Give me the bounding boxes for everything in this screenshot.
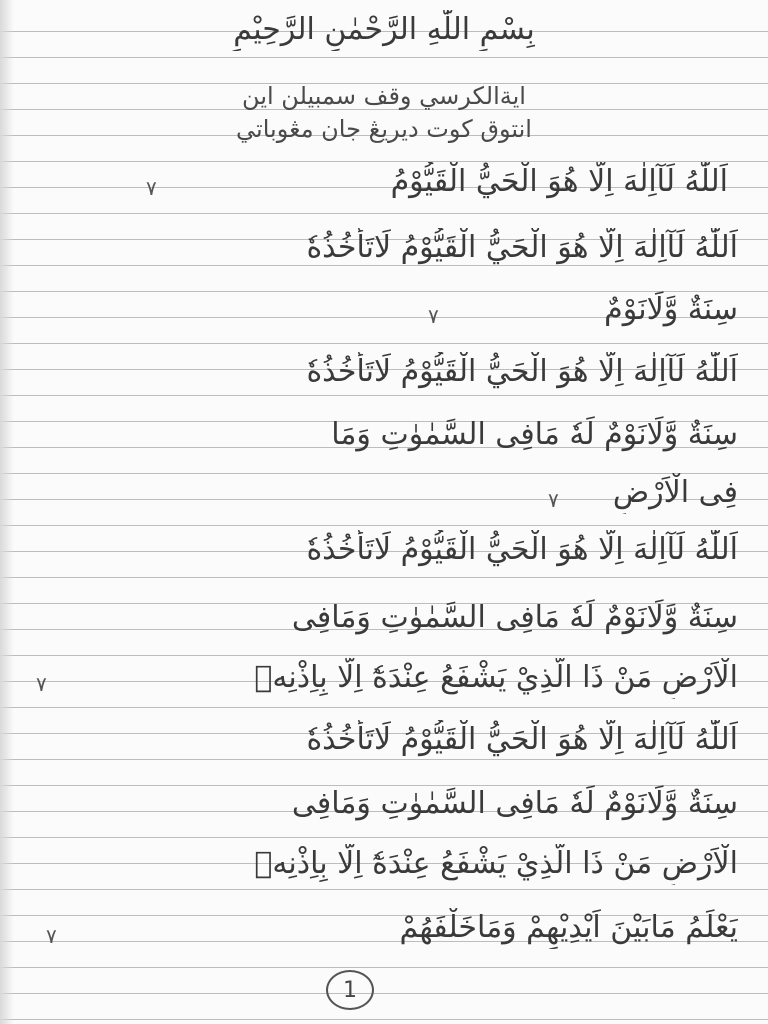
- verse-line-13: يَعْلَمُ مَابَيْنَ اَيْدِيْهِمْ وَمَاخَلْفَهُمْ: [399, 910, 738, 945]
- page-number: 1: [343, 977, 357, 1003]
- bismillah-heading: بِسْمِ اللّٰهِ الرَّحْمٰنِ الرَّحِيْمِ: [233, 12, 535, 47]
- verse-line-4: اَللّٰهُ لَآاِلٰهَ اِلَّا هُوَ الْحَيُّ الْقَيُّوْمُ لَاتَأْخُذُهٗ: [306, 354, 738, 389]
- verse-end-mark: ٧: [548, 488, 559, 512]
- verse-line-11: سِنَةٌ وَّلَانَوْمٌ لَهٗ مَافِى السَّمٰوٰتِ وَمَافِى: [291, 786, 738, 821]
- verse-line-2: اَللّٰهُ لَآاِلٰهَ اِلَّا هُوَ الْحَيُّ الْقَيُّوْمُ لَاتَأْخُذُهٗ: [306, 230, 738, 265]
- intro-line-2: انتوق كوت ديريڠ جان مڠوباتي: [236, 115, 532, 143]
- verse-end-mark: ٧: [428, 304, 439, 328]
- verse-line-5: سِنَةٌ وَّلَانَوْمٌ لَهٗ مَافِى السَّمٰوٰتِ وَمَا: [331, 417, 738, 452]
- verse-end-mark: ٧: [46, 924, 57, 948]
- verse-line-6: فِى الْاَرْضِ: [612, 475, 738, 510]
- verse-line-9: الْاَرْضِ مَنْ ذَا الَّذِيْ يَشْفَعُ عِنْدَهٗٓ اِلَّا بِاِذْنِهٖ: [254, 660, 738, 695]
- page-edge-shadow: [0, 0, 14, 1024]
- page-number-circle: [326, 970, 374, 1010]
- verse-line-3: سِنَةٌ وَّلَانَوْمٌ: [604, 292, 738, 327]
- verse-end-mark: ٧: [146, 176, 157, 200]
- verse-line-1: اَللّٰهُ لَآاِلٰهَ اِلَّا هُوَ الْحَيُّ الْقَيُّوْمُ: [390, 164, 728, 199]
- intro-line-1: ايةالكرسي وقف سمبيلن اين: [242, 82, 526, 110]
- verse-line-8: سِنَةٌ وَّلَانَوْمٌ لَهٗ مَافِى السَّمٰوٰتِ وَمَافِى: [291, 600, 738, 635]
- verse-line-7: اَللّٰهُ لَآاِلٰهَ اِلَّا هُوَ الْحَيُّ الْقَيُّوْمُ لَاتَأْخُذُهٗ: [306, 532, 738, 567]
- verse-line-12: الْاَرْضِ مَنْ ذَا الَّذِيْ يَشْفَعُ عِنْدَهٗٓ اِلَّا بِاِذْنِهٖ: [254, 846, 738, 881]
- verse-end-mark: ٧: [36, 672, 47, 696]
- verse-line-10: اَللّٰهُ لَآاِلٰهَ اِلَّا هُوَ الْحَيُّ الْقَيُّوْمُ لَاتَأْخُذُهٗ: [306, 722, 738, 757]
